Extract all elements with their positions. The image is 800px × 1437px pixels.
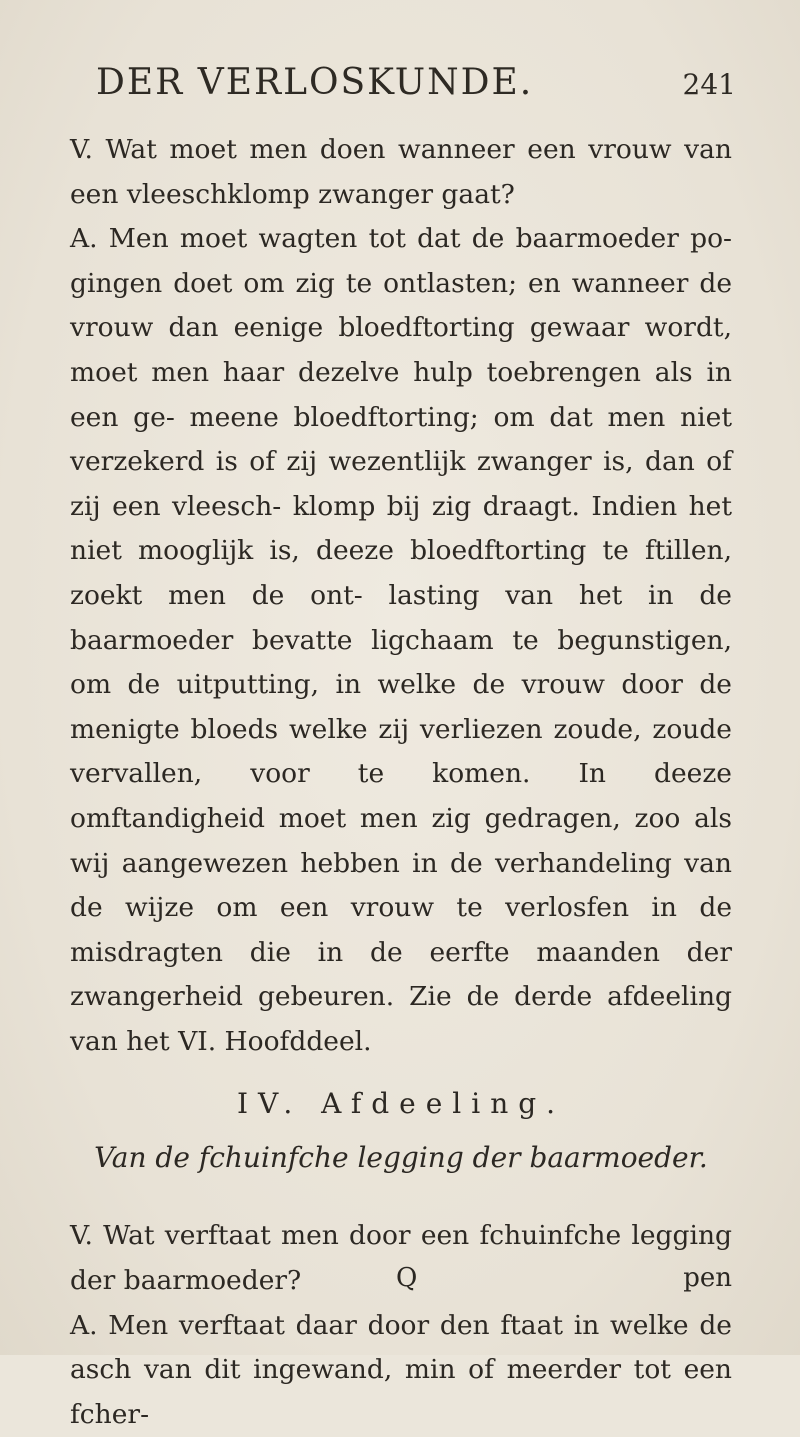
page-number: 241 (682, 68, 736, 101)
answer-paragraph: A. Men verftaat daar door den ftaat in welke de asch van dit ingewand, min of meerder tot een fcher- (70, 1309, 732, 1430)
page-header (96, 62, 736, 112)
section-heading: IV. Afdeeling. (236, 1087, 566, 1121)
question-paragraph: V. Wat verftaat men door een fchuinfche legging der baarmoeder? (70, 1220, 732, 1297)
body-text (70, 128, 732, 1437)
question-paragraph: V. Wat moet men doen wanneer een vrouw van een vleeschklomp zwanger gaat? (70, 134, 732, 210)
page-footer (70, 1263, 732, 1303)
running-head: DER VERLOSKUNDE. (96, 62, 534, 103)
section-subtitle: Van de fchuinfche legging der baarmoeder. (94, 1141, 708, 1175)
answer-paragraph: A. Men moet wagten tot dat de baarmoeder po- gingen doet om zig te ontlasten; en wanneer de vrouw dan eenige bloedftorting gewaar wordt, moet men haar dezelve hulp toebrengen als in een ge- meene bloedftorting; om dat men niet verzekerd is of zij wezentlijk zwanger is, dan of zij een vleesch- klomp bij zig draagt. Indien het niet mooglijk is, deeze bloedftorting te ftillen, zoekt men de ont- lasting van het in de baarmoeder bevatte ligchaam te begunstigen, om de uitputting, in welke de vrouw door de menigte bloeds welke zij verliezen zoude, zoude vervallen, voor te komen. In deeze omftandigheid moet men zig gedragen, zoo als wij aangewezen hebben in de verhandeling van de wijze om een vrouw te verlosfen in de misdragten die in de eerfte maanden der zwangerheid gebeuren. Zie de derde afdeeling van het VI. Hoofddeel. (70, 223, 732, 1057)
catchword: pen (683, 1263, 732, 1293)
signature-mark: Q (396, 1263, 418, 1293)
